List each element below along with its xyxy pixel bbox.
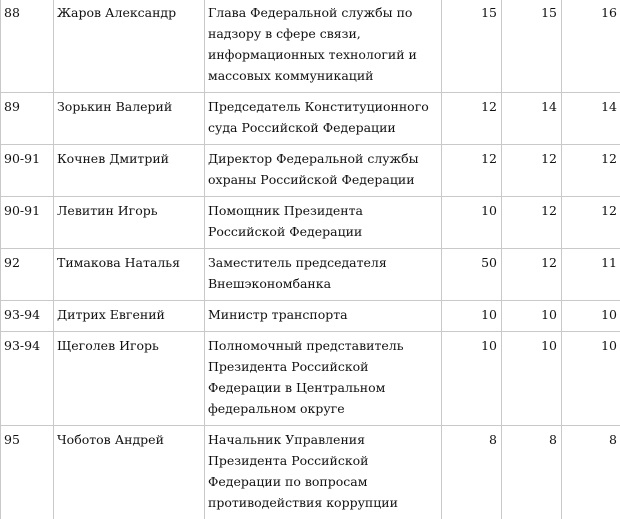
name-cell: Зорькин Валерий [54, 93, 205, 145]
table-row [1, 249, 620, 301]
position-cell: Директор Федеральной службы охраны Российской Федерации [205, 145, 442, 197]
table-row [1, 145, 620, 197]
value-cell-3: 8 [562, 426, 620, 519]
rank-cell: 93-94 [1, 301, 54, 332]
value-cell-2: 8 [502, 426, 562, 519]
position-cell: Глава Федеральной службы по надзору в сфере связи, информационных технологий и массовых коммуникаций [205, 0, 442, 93]
name-cell: Чоботов Андрей [54, 426, 205, 519]
rank-cell: 90-91 [1, 197, 54, 249]
position-cell: Заместитель председателя Внешэкономбанка [205, 249, 442, 301]
rank-cell: 92 [1, 249, 54, 301]
table-row [1, 197, 620, 249]
value-cell-1: 10 [442, 301, 502, 332]
value-cell-2: 12 [502, 145, 562, 197]
value-cell-3: 10 [562, 332, 620, 426]
position-cell: Председатель Конституционного суда Российской Федерации [205, 93, 442, 145]
value-cell-1: 10 [442, 332, 502, 426]
rank-cell: 95 [1, 426, 54, 519]
value-cell-3: 10 [562, 301, 620, 332]
value-cell-3: 14 [562, 93, 620, 145]
value-cell-1: 15 [442, 0, 502, 93]
name-cell: Дитрих Евгений [54, 301, 205, 332]
value-cell-2: 12 [502, 249, 562, 301]
position-cell: Полномочный представитель Президента Российской Федерации в Центральном федеральном округе [205, 332, 442, 426]
value-cell-1: 12 [442, 93, 502, 145]
value-cell-2: 15 [502, 0, 562, 93]
name-cell: Левитин Игорь [54, 197, 205, 249]
value-cell-1: 12 [442, 145, 502, 197]
table-row [1, 0, 620, 93]
table-row [1, 332, 620, 426]
value-cell-2: 10 [502, 332, 562, 426]
value-cell-1: 50 [442, 249, 502, 301]
value-cell-3: 16 [562, 0, 620, 93]
value-cell-2: 10 [502, 301, 562, 332]
name-cell: Кочнев Дмитрий [54, 145, 205, 197]
rank-cell: 89 [1, 93, 54, 145]
value-cell-1: 10 [442, 197, 502, 249]
rank-cell: 93-94 [1, 332, 54, 426]
value-cell-2: 12 [502, 197, 562, 249]
value-cell-3: 12 [562, 145, 620, 197]
table-row [1, 93, 620, 145]
name-cell: Тимакова Наталья [54, 249, 205, 301]
value-cell-3: 12 [562, 197, 620, 249]
value-cell-3: 11 [562, 249, 620, 301]
rank-cell: 88 [1, 0, 54, 93]
position-cell: Начальник Управления Президента Российской Федерации по вопросам противодействия коррупции [205, 426, 442, 519]
value-cell-2: 14 [502, 93, 562, 145]
name-cell: Жаров Александр [54, 0, 205, 93]
table-row [1, 301, 620, 332]
name-cell: Щеголев Игорь [54, 332, 205, 426]
position-cell: Министр транспорта [205, 301, 442, 332]
table-row [1, 426, 620, 519]
value-cell-1: 8 [442, 426, 502, 519]
rank-cell: 90-91 [1, 145, 54, 197]
position-cell: Помощник Президента Российской Федерации [205, 197, 442, 249]
